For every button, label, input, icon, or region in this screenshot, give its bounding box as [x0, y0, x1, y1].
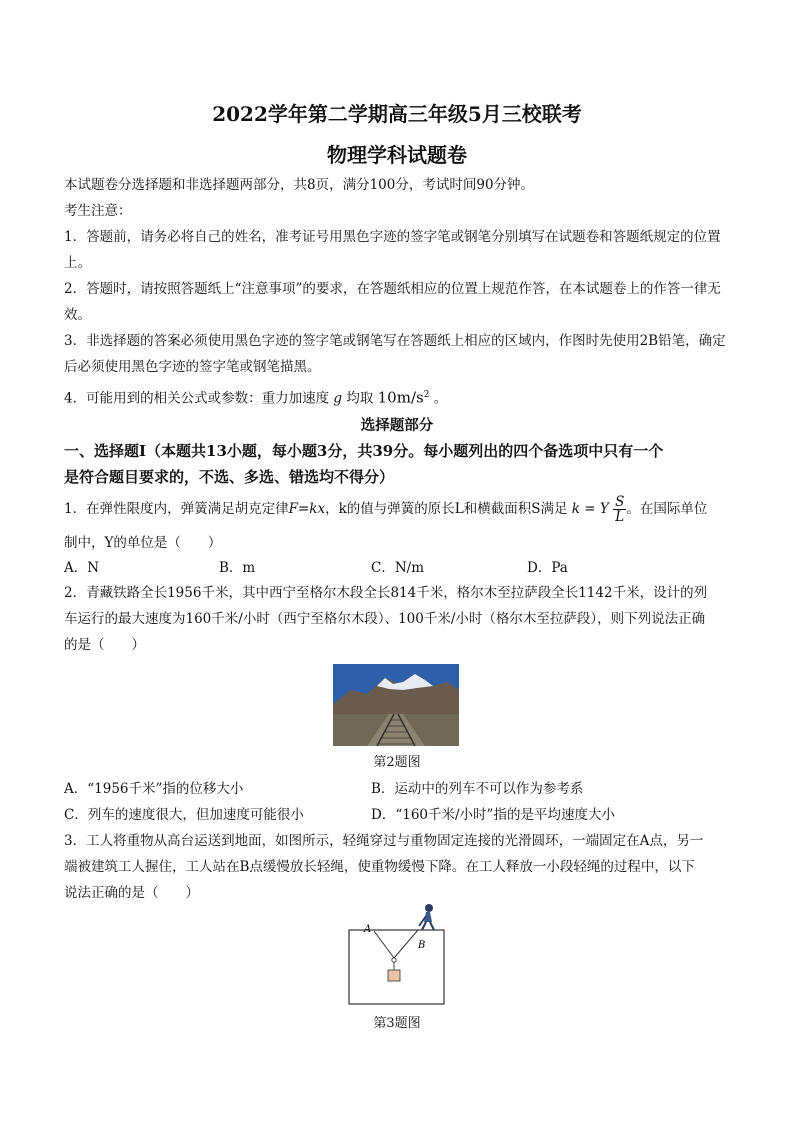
gravity-symbol: g: [333, 390, 343, 407]
notice-4: [64, 382, 736, 412]
notice-4-prefix: 4．可能用到的相关公式或参数：重力加速度: [64, 390, 330, 407]
q2-line1: 2．青藏铁路全长1956千米，其中西宁至格尔木段全长814千米，格尔木至拉萨段全长1142千米，设计的列: [64, 585, 708, 601]
gravity-value: 10m/s: [377, 388, 424, 407]
q1-option-b: B．m: [219, 560, 256, 576]
q3-line3: 说法正确的是（ ）: [64, 885, 199, 901]
q3-label-a: A: [364, 924, 372, 935]
section-title: 选择题部分: [360, 417, 434, 434]
q3-weight: [388, 970, 400, 981]
q1-text-a: 1．在弹性限度内，弹簧满足胡克定律: [64, 501, 289, 517]
q3-platform-box: [349, 930, 444, 1004]
q3-ring: [392, 958, 396, 962]
notice-heading: 考生注意：: [64, 203, 132, 219]
gravity-exp: 2: [423, 390, 430, 400]
intro-text: 本试题卷分选择题和非选择题两部分，共8页，满分100分，考试时间90分钟。: [64, 177, 535, 193]
q1-frac-den: L: [615, 509, 625, 525]
q1-formula-lhs: k = Y: [571, 501, 609, 517]
q2-line2: 车运行的最大速度为160千米/小时（西宁至格尔木段）、100千米/小时（格尔木至拉萨段），则下列说法正确: [64, 611, 706, 627]
q1-option-a: A．N: [64, 560, 100, 576]
part1-heading-line1: 一、选择题Ⅰ（本题共13小题，每小题3分，共39分。每小题列出的四个备选项中只有一个: [64, 442, 664, 460]
q3-figure: [340, 900, 460, 1006]
q3-rope-b: [394, 930, 418, 958]
notice-1: 1．答题前，请务必将自己的姓名，准考证号用黑色字迹的签字笔或钢笔分别填写在试题卷和答题纸规定的位置上。: [64, 229, 721, 271]
q3-worker-leg: [430, 922, 434, 930]
q3-label-b: B: [418, 940, 426, 951]
exam-title: 2022学年第二学期高三年级5月三校联考: [212, 102, 582, 126]
q1-frac-num: S: [615, 494, 625, 510]
q2-option-b: B．运动中的列车不可以作为参考系: [371, 781, 584, 797]
q2-line3: 的是（ ）: [64, 637, 145, 653]
q3-figure-caption: 第3题图: [373, 1016, 421, 1031]
notice-4-middle: 均取: [346, 390, 374, 407]
q3-worker-leg: [422, 922, 426, 930]
q1-fraction: [613, 495, 626, 524]
q1-text-b: ，k的值与弹簧的原长L和横截面积S满足: [325, 501, 568, 517]
q2-option-c: C．列车的速度很大，但加速度可能很小: [64, 807, 304, 823]
q2-option-d: D．“160千米/小时”指的是平均速度大小: [371, 807, 615, 823]
q3-rope-a: [374, 931, 394, 958]
railway-photo: [333, 664, 459, 746]
notice-2: 2．答题时，请按照答题纸上“注意事项”的要求，在答题纸相应的位置上规范作答，在本试题卷上的作答一律无效。: [64, 281, 721, 323]
part1-heading-line2: 是符合题目要求的，不选、多选、错选均不得分）: [64, 468, 395, 486]
q1-option-d: D．Pa: [527, 560, 568, 576]
q2-figure-caption: 第2题图: [373, 755, 421, 770]
q1-text-c: 。在国际单位: [626, 501, 708, 517]
q1-stem: [64, 494, 736, 524]
q3-line1: 3．工人将重物从高台运送到地面，如图所示，轻绳穿过与重物固定连接的光滑圆环，一端固定在A点，另一: [64, 833, 704, 849]
q1-hooke-formula: F=kx: [288, 501, 326, 517]
exam-subtitle: 物理学科试题卷: [327, 143, 467, 167]
q2-option-a: A．“1956千米”指的位移大小: [64, 781, 244, 797]
notice-3: 3．非选择题的答案必须使用黑色字迹的签字笔或钢笔写在答题纸上相应的区域内，作图时先使用2B铅笔，确定后必须使用黑色字迹的签字笔或钢笔描黑。: [64, 333, 726, 375]
q1-line2: 制中，Y的单位是（ ）: [64, 535, 222, 551]
q3-worker-head: [425, 904, 433, 912]
notice-4-suffix: 。: [433, 390, 448, 407]
q1-option-c: C．N/m: [371, 560, 424, 576]
q3-line2: 端被建筑工人握住，工人站在B点缓慢放长轻绳，使重物缓慢下降。在工人释放一小段轻绳的过程中，以下: [64, 859, 695, 875]
